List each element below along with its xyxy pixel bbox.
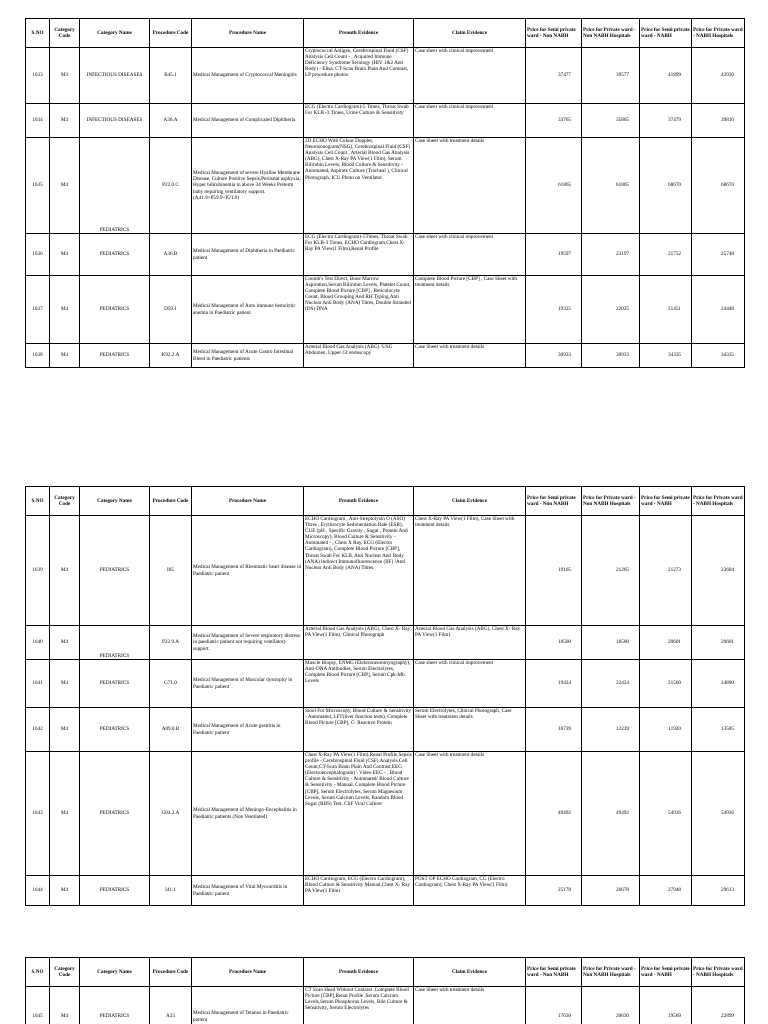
price-table-1 bbox=[25, 18, 745, 368]
column-header: Category Name bbox=[80, 19, 150, 48]
price-private-nabh-cell: 54936 bbox=[692, 752, 745, 876]
price-private-non-nabh-cell: 20630 bbox=[582, 987, 640, 1024]
price-semi-private-non-nabh-cell: 25178 bbox=[526, 876, 582, 906]
price-private-non-nabh-cell: 30933 bbox=[582, 344, 640, 368]
column-header: Category Code bbox=[50, 19, 80, 48]
price-semi-private-nabh-cell: 21560 bbox=[640, 660, 692, 708]
preauth-evidence-cell: ECHO Cardiogram, ECG (Electro Cardiogram), Blood Culture & Sensitivity Manual,Chest X- Ray PA View(1 Film) bbox=[304, 876, 414, 906]
column-header: Category Name bbox=[80, 958, 150, 987]
claim-evidence-cell: Case sheet with clinical improvement bbox=[414, 104, 526, 138]
price-private-non-nabh-cell: 49492 bbox=[582, 752, 640, 876]
category-code-cell: M4 bbox=[50, 234, 80, 276]
procedure-name-cell: Medical Management of Diphtheria in Paediatric patient bbox=[192, 234, 304, 276]
serial-number-cell: 1634 bbox=[26, 104, 50, 138]
category-name-cell: PEDIATRICS bbox=[80, 276, 150, 344]
column-header: Procedure Code bbox=[150, 19, 192, 48]
claim-evidence-cell: Case sheet with clinical improvement bbox=[414, 234, 526, 276]
price-semi-private-nabh-cell: 27948 bbox=[640, 876, 692, 906]
procedure-code-cell: A09.0.B bbox=[150, 708, 192, 752]
preauth-evidence-cell: Stool For Microscopy, Blood Culture & Sensitivity - Automated, LFT(liver function tests), Complete Blood Picture [CBP], C- Reactive Protein bbox=[304, 708, 414, 752]
price-private-non-nabh-cell: 22424 bbox=[582, 660, 640, 708]
claim-evidence-cell: Case Sheet with treatment details bbox=[414, 138, 526, 234]
column-header: Price for Private ward - Non NABH Hospitals bbox=[582, 19, 640, 48]
category-name-cell: INFECTIOUS DISEASES bbox=[80, 104, 150, 138]
serial-number-cell: 1642 bbox=[26, 708, 50, 752]
price-semi-private-non-nabh-cell: 10739 bbox=[526, 708, 582, 752]
claim-evidence-cell: Serum Electrolytes, Clinical Photograph, Case Sheet with treatment details bbox=[414, 708, 526, 752]
price-semi-private-nabh-cell: 21451 bbox=[640, 276, 692, 344]
procedure-code-cell: G71.0 bbox=[150, 660, 192, 708]
price-private-non-nabh-cell: 21265 bbox=[582, 516, 640, 626]
price-private-nabh-cell: 24448 bbox=[692, 276, 745, 344]
price-semi-private-non-nabh-cell: 19165 bbox=[526, 516, 582, 626]
price-private-nabh-cell: 25748 bbox=[692, 234, 745, 276]
category-code-cell: M3 bbox=[50, 104, 80, 138]
category-code-cell: M3 bbox=[50, 48, 80, 104]
category-name-cell: PEDIATRICS bbox=[80, 987, 150, 1024]
price-private-nabh-cell: 22899 bbox=[692, 987, 745, 1024]
column-header: Price for Semi private ward - NABH bbox=[640, 19, 692, 48]
price-semi-private-non-nabh-cell: 19597 bbox=[526, 234, 582, 276]
procedure-code-cell: I41.1 bbox=[150, 876, 192, 906]
procedure-name-cell: Medical Management of Severe respiratory distress in paediatric patient not requiring ventilatory support. bbox=[192, 626, 304, 660]
category-code-cell: M4 bbox=[50, 752, 80, 876]
price-private-non-nabh-cell: 35865 bbox=[582, 104, 640, 138]
procedure-code-cell: A36.A bbox=[150, 104, 192, 138]
column-header: Category Name bbox=[80, 487, 150, 516]
column-header: S.NO bbox=[26, 958, 50, 987]
serial-number-cell: 1645 bbox=[26, 987, 50, 1024]
category-name-cell: PEDIATRICS bbox=[80, 708, 150, 752]
procedure-name-cell: Medical Management of Viral Myocarditis in Paediatric patient bbox=[192, 876, 304, 906]
price-private-non-nabh-cell: 26678 bbox=[582, 876, 640, 906]
procedure-code-cell: G04.2.A bbox=[150, 752, 192, 876]
preauth-evidence-cell: Arterial Blood Gas Analysis (ABG) /USG Abdomen, Upper GI endoscopy bbox=[304, 344, 414, 368]
price-semi-private-nabh-cell: 41899 bbox=[640, 48, 692, 104]
category-code-cell: M4 bbox=[50, 344, 80, 368]
price-private-nabh-cell: 20601 bbox=[692, 626, 745, 660]
category-code-cell: M4 bbox=[50, 138, 80, 234]
price-semi-private-nabh-cell: 20601 bbox=[640, 626, 692, 660]
price-semi-private-non-nabh-cell: 61865 bbox=[526, 138, 582, 234]
claim-evidence-cell: Case sheet with clinical improvement bbox=[414, 660, 526, 708]
table-row bbox=[26, 234, 745, 276]
price-semi-private-non-nabh-cell: 33765 bbox=[526, 104, 582, 138]
table-row bbox=[26, 987, 745, 1024]
procedure-name-cell: Medical Management of Rheumatic heart disease in Paediatric patient bbox=[192, 516, 304, 626]
procedure-name-cell: Medical Management of Acute Gastro Intestinal Bleed in Paediatric patients bbox=[192, 344, 304, 368]
header-row bbox=[26, 958, 745, 987]
serial-number-cell: 1640 bbox=[26, 626, 50, 660]
price-semi-private-non-nabh-cell: 18560 bbox=[526, 626, 582, 660]
category-code-cell: M4 bbox=[50, 276, 80, 344]
serial-number-cell: 1644 bbox=[26, 876, 50, 906]
price-semi-private-non-nabh-cell: 19424 bbox=[526, 660, 582, 708]
price-semi-private-non-nabh-cell: 37477 bbox=[526, 48, 582, 104]
category-code-cell: M4 bbox=[50, 626, 80, 660]
procedure-name-cell: Medical Management of Cryptococcal Meningitis bbox=[192, 48, 304, 104]
category-name-cell: PEDIATRICS bbox=[80, 876, 150, 906]
category-name-label: PEDIATRICS bbox=[99, 652, 130, 659]
category-name-cell bbox=[80, 138, 150, 234]
price-semi-private-nabh-cell: 37479 bbox=[640, 104, 692, 138]
procedure-name-cell: Medical Management of Meningo-Encephalitis in Paediatric patients (Non Ventilated) bbox=[192, 752, 304, 876]
procedure-code-cell: D59.1 bbox=[150, 276, 192, 344]
category-name-cell: PEDIATRICS bbox=[80, 234, 150, 276]
category-name-cell bbox=[80, 626, 150, 660]
column-header: Price for Private ward - Non NABH Hospitals bbox=[582, 958, 640, 987]
price-table-3 bbox=[25, 957, 745, 1024]
header-row bbox=[26, 487, 745, 516]
category-name-cell: PEDIATRICS bbox=[80, 752, 150, 876]
claim-evidence-cell: Complete Blood Picture [CBP] , Case Sheet with treatment details bbox=[414, 276, 526, 344]
table-row bbox=[26, 48, 745, 104]
column-header: Price for Semi private ward - NABH bbox=[640, 487, 692, 516]
category-name-cell: PEDIATRICS bbox=[80, 344, 150, 368]
column-header: Procedure Name bbox=[192, 958, 304, 987]
procedure-code-cell: A33 bbox=[150, 987, 192, 1024]
table-row bbox=[26, 516, 745, 626]
procedure-code-cell: A36.B bbox=[150, 234, 192, 276]
price-private-nabh-cell: 39810 bbox=[692, 104, 745, 138]
price-private-nabh-cell: 29613 bbox=[692, 876, 745, 906]
preauth-evidence-cell: ECG (Electro Cardiogram)-5Times, Throat Swab For KLB-3 Times, ECHO Cardiogram,Chest X-Ray PA View(1 Film),Renal Profile bbox=[304, 234, 414, 276]
price-semi-private-nabh-cell: 68670 bbox=[640, 138, 692, 234]
column-header: Procedure Code bbox=[150, 487, 192, 516]
table-row bbox=[26, 276, 745, 344]
serial-number-cell: 1639 bbox=[26, 516, 50, 626]
column-header: Price for Private ward - NABH Hospitals bbox=[692, 958, 745, 987]
table-row bbox=[26, 626, 745, 660]
column-header: Price for Semi private ward - Non NABH bbox=[526, 958, 582, 987]
table-row bbox=[26, 104, 745, 138]
price-semi-private-non-nabh-cell: 49492 bbox=[526, 752, 582, 876]
preauth-evidence-cell: ECHO Cardiogram , Anti-Streptolysin O (ASO) Titres , Erythrocyte Sedimentation Rate (ESR), CUE (pH , Specific Gravity , Sugar , Protein And Microscopy), Blood Culture & Sensitivity - Automated - , Chest X Ray, ECG (Electro Cardiogram), Complete Blood Picture [CBP], Throat Swab For KLB, Anti Nuclear Anti Body (ANA) Indirect Immunofluorescence (IIF) /Anti Nuclear Anti Body (ANA) Titres bbox=[304, 516, 414, 626]
price-private-non-nabh-cell: 23197 bbox=[582, 234, 640, 276]
column-header: Preauth Evidence bbox=[304, 958, 414, 987]
claim-evidence-cell: Case Sheet with treatment details bbox=[414, 987, 526, 1024]
serial-number-cell: 1643 bbox=[26, 752, 50, 876]
serial-number-cell: 1638 bbox=[26, 344, 50, 368]
procedure-name-cell: Medical Management of Muscular dystrophy in Paediatric patient bbox=[192, 660, 304, 708]
price-semi-private-nabh-cell: 21273 bbox=[640, 516, 692, 626]
price-semi-private-nabh-cell: 21752 bbox=[640, 234, 692, 276]
serial-number-cell: 1636 bbox=[26, 234, 50, 276]
claim-evidence-cell: Case Sheet with treatment details bbox=[414, 344, 526, 368]
header-row bbox=[26, 19, 745, 48]
procedure-name-cell: Medical Management of Complicated Diphtheria bbox=[192, 104, 304, 138]
price-private-nabh-cell: 43930 bbox=[692, 48, 745, 104]
price-table-2 bbox=[25, 486, 745, 906]
column-header: Claim Evidence bbox=[414, 958, 526, 987]
category-name-cell: PEDIATRICS bbox=[80, 660, 150, 708]
category-code-cell: M4 bbox=[50, 660, 80, 708]
preauth-evidence-cell: Muscle Biopsy, ENMG (Elektroneuromyography), Anti-DNA Antibodies, Serum Electrolytes, Complete Blood Picture [CBP], Serum Cpk-Mb Levels bbox=[304, 660, 414, 708]
serial-number-cell: 1635 bbox=[26, 138, 50, 234]
category-code-cell: M4 bbox=[50, 516, 80, 626]
procedure-name-cell: Medical Management of Auto immune hemolytic anemia in Paediatric patient bbox=[192, 276, 304, 344]
column-header: Price for Semi private ward - Non NABH bbox=[526, 19, 582, 48]
column-header: Category Code bbox=[50, 958, 80, 987]
column-header: S.NO bbox=[26, 487, 50, 516]
serial-number-cell: 1641 bbox=[26, 660, 50, 708]
procedure-name-cell: Medical Management of severe Hyaline Membrane Disease, Culture Positive Sepsis,Perinatal asphyxia, Hyper bilirubinemia in above 34 Weeks Preterm baby requiring ventilatory support. (A41.9+P59.9+P21.9) bbox=[192, 138, 304, 234]
claim-evidence-cell: Case Sheet with treatment details bbox=[414, 752, 526, 876]
price-semi-private-nabh-cell: 34335 bbox=[640, 344, 692, 368]
procedure-code-cell: P22.0.C bbox=[150, 138, 192, 234]
price-semi-private-non-nabh-cell: 19325 bbox=[526, 276, 582, 344]
table-row bbox=[26, 660, 745, 708]
price-private-nabh-cell: 34335 bbox=[692, 344, 745, 368]
column-header: Category Code bbox=[50, 487, 80, 516]
price-semi-private-non-nabh-cell: 30933 bbox=[526, 344, 582, 368]
procedure-code-cell: K92.2.A bbox=[150, 344, 192, 368]
category-code-cell: M4 bbox=[50, 987, 80, 1024]
price-private-nabh-cell: 68670 bbox=[692, 138, 745, 234]
price-private-nabh-cell: 23604 bbox=[692, 516, 745, 626]
procedure-code-cell: B45.1 bbox=[150, 48, 192, 104]
table-row bbox=[26, 752, 745, 876]
column-header: Price for Private ward - Non NABH Hospitals bbox=[582, 487, 640, 516]
column-header: Price for Semi private ward - Non NABH bbox=[526, 487, 582, 516]
claim-evidence-cell: POST OP ECHO Cardiogram, CG (Electro Cardiogram), Chest X-Ray PA View(1 Film) bbox=[414, 876, 526, 906]
preauth-evidence-cell: CT Scan Head Without Contrast ,Complete Blood Picture [CBP],Renal Profile ,Serum Calcium Levels,Serum Phosphorus Levels, Bile Culture & Sensitivity, Serum Electrolytes bbox=[304, 987, 414, 1024]
claim-evidence-cell: Arterial Blood Gas Analysis (ABG), Chest X- Ray PA View(1 Film) bbox=[414, 626, 526, 660]
serial-number-cell: 1633 bbox=[26, 48, 50, 104]
price-private-non-nabh-cell: 18560 bbox=[582, 626, 640, 660]
preauth-evidence-cell: Cryptococcal Antigen, Cerebrospinal Fluid (CSF) Analysis Cell Count - , Acquired Immune Deficiency Syndrome Serology (HIV 1&2 Anti Body) - Elisa, CT-Scan Brain Plain And Contrast, LP procedure photos bbox=[304, 48, 414, 104]
column-header: S.NO bbox=[26, 19, 50, 48]
column-header: Claim Evidence bbox=[414, 487, 526, 516]
price-private-non-nabh-cell: 61865 bbox=[582, 138, 640, 234]
table-row bbox=[26, 138, 745, 234]
column-header: Procedure Name bbox=[192, 487, 304, 516]
price-private-non-nabh-cell: 22025 bbox=[582, 276, 640, 344]
preauth-evidence-cell: Coomb's Test Direct, Bone Marrow Aspiration,Serum Bilirubin Levels, Platelet Count, Complete Blood Picture [CBP] , Reticulocyte Count, Blood Grouping And RH Typing,Anti Nuclear Anti Body (ANA) Titres, Double Stranded (DS) DNA bbox=[304, 276, 414, 344]
procedure-name-cell: Medical Management of Acute gastritis in Paediatric patient bbox=[192, 708, 304, 752]
column-header: Price for Semi private ward - NABH bbox=[640, 958, 692, 987]
price-semi-private-nabh-cell: 54936 bbox=[640, 752, 692, 876]
serial-number-cell: 1637 bbox=[26, 276, 50, 344]
table-row bbox=[26, 876, 745, 906]
preauth-evidence-cell: Arterial Blood Gas Analysis (ABG), Chest X- Ray PA View(1 Film), Clinical Photograph bbox=[304, 626, 414, 660]
price-semi-private-nabh-cell: 11920 bbox=[640, 708, 692, 752]
price-private-nabh-cell: 13585 bbox=[692, 708, 745, 752]
price-private-nabh-cell: 24890 bbox=[692, 660, 745, 708]
procedure-name-cell: Medical Management of Tetanus in Paediatric patient bbox=[192, 987, 304, 1024]
claim-evidence-cell: Chest X-Ray PA View(1 Film), Case Sheet with treatment details bbox=[414, 516, 526, 626]
column-header: Price for Private ward - NABH Hospitals bbox=[692, 19, 745, 48]
price-semi-private-non-nabh-cell: 17630 bbox=[526, 987, 582, 1024]
table-row bbox=[26, 708, 745, 752]
procedure-code-cell: I05 bbox=[150, 516, 192, 626]
price-semi-private-nabh-cell: 19569 bbox=[640, 987, 692, 1024]
price-private-non-nabh-cell: 12239 bbox=[582, 708, 640, 752]
procedure-code-cell: P22.9.A bbox=[150, 626, 192, 660]
preauth-evidence-cell: 2D ECHO With Colour Doppler, Neurosonogram(NSG), Cerebrospinal Fluid (CSF) Analysis Cell Count , Arterial Blood Gas Analysis (ABG), Chest X-Ray PA View(1 Film), Serum Bilirubin Levels, Blood Culture & Sensitivity - Automated, Aspirate Culture (Tracheal ), Clinical Photograph, ICU Photo on Ventilator bbox=[304, 138, 414, 234]
column-header: Procedure Code bbox=[150, 958, 192, 987]
category-code-cell: M4 bbox=[50, 876, 80, 906]
category-name-cell: INFECTIOUS DISEASES bbox=[80, 48, 150, 104]
column-header: Price for Private ward - NABH Hospitals bbox=[692, 487, 745, 516]
column-header: Preauth Evidence bbox=[304, 19, 414, 48]
preauth-evidence-cell: ECG (Electro Cardiogram)-5 Times, Throat Swab For KLB -3 Times, Urine Culture & Sensitivity bbox=[304, 104, 414, 138]
category-name-label: PEDIATRICS bbox=[99, 226, 130, 233]
table-row bbox=[26, 344, 745, 368]
column-header: Procedure Name bbox=[192, 19, 304, 48]
column-header: Claim Evidence bbox=[414, 19, 526, 48]
claim-evidence-cell: Case sheet with clinical improvement bbox=[414, 48, 526, 104]
preauth-evidence-cell: Chest X-Ray PA View(1 Film),Renal Profile,Sepsis profile -,Cerebrospinal Fluid (CSF) Analysis Cell Count,CT-Scan Brain Plain And Contrast,EEG (Electroencephalogram) \ Video EEG - , Blood Culture & Sensitivity - Automated/ Blood Culture & Sensitivity - Manual, Complete Blood Picture [CBP], Serum Electrolytes, Serum Magnesium Levels, Serum Calcium Levels, Random Blood Sugar (RBS) Test, CSF Viral Culture bbox=[304, 752, 414, 876]
column-header: Preauth Evidence bbox=[304, 487, 414, 516]
category-code-cell: M4 bbox=[50, 708, 80, 752]
price-private-non-nabh-cell: 39577 bbox=[582, 48, 640, 104]
category-name-cell: PEDIATRICS bbox=[80, 516, 150, 626]
